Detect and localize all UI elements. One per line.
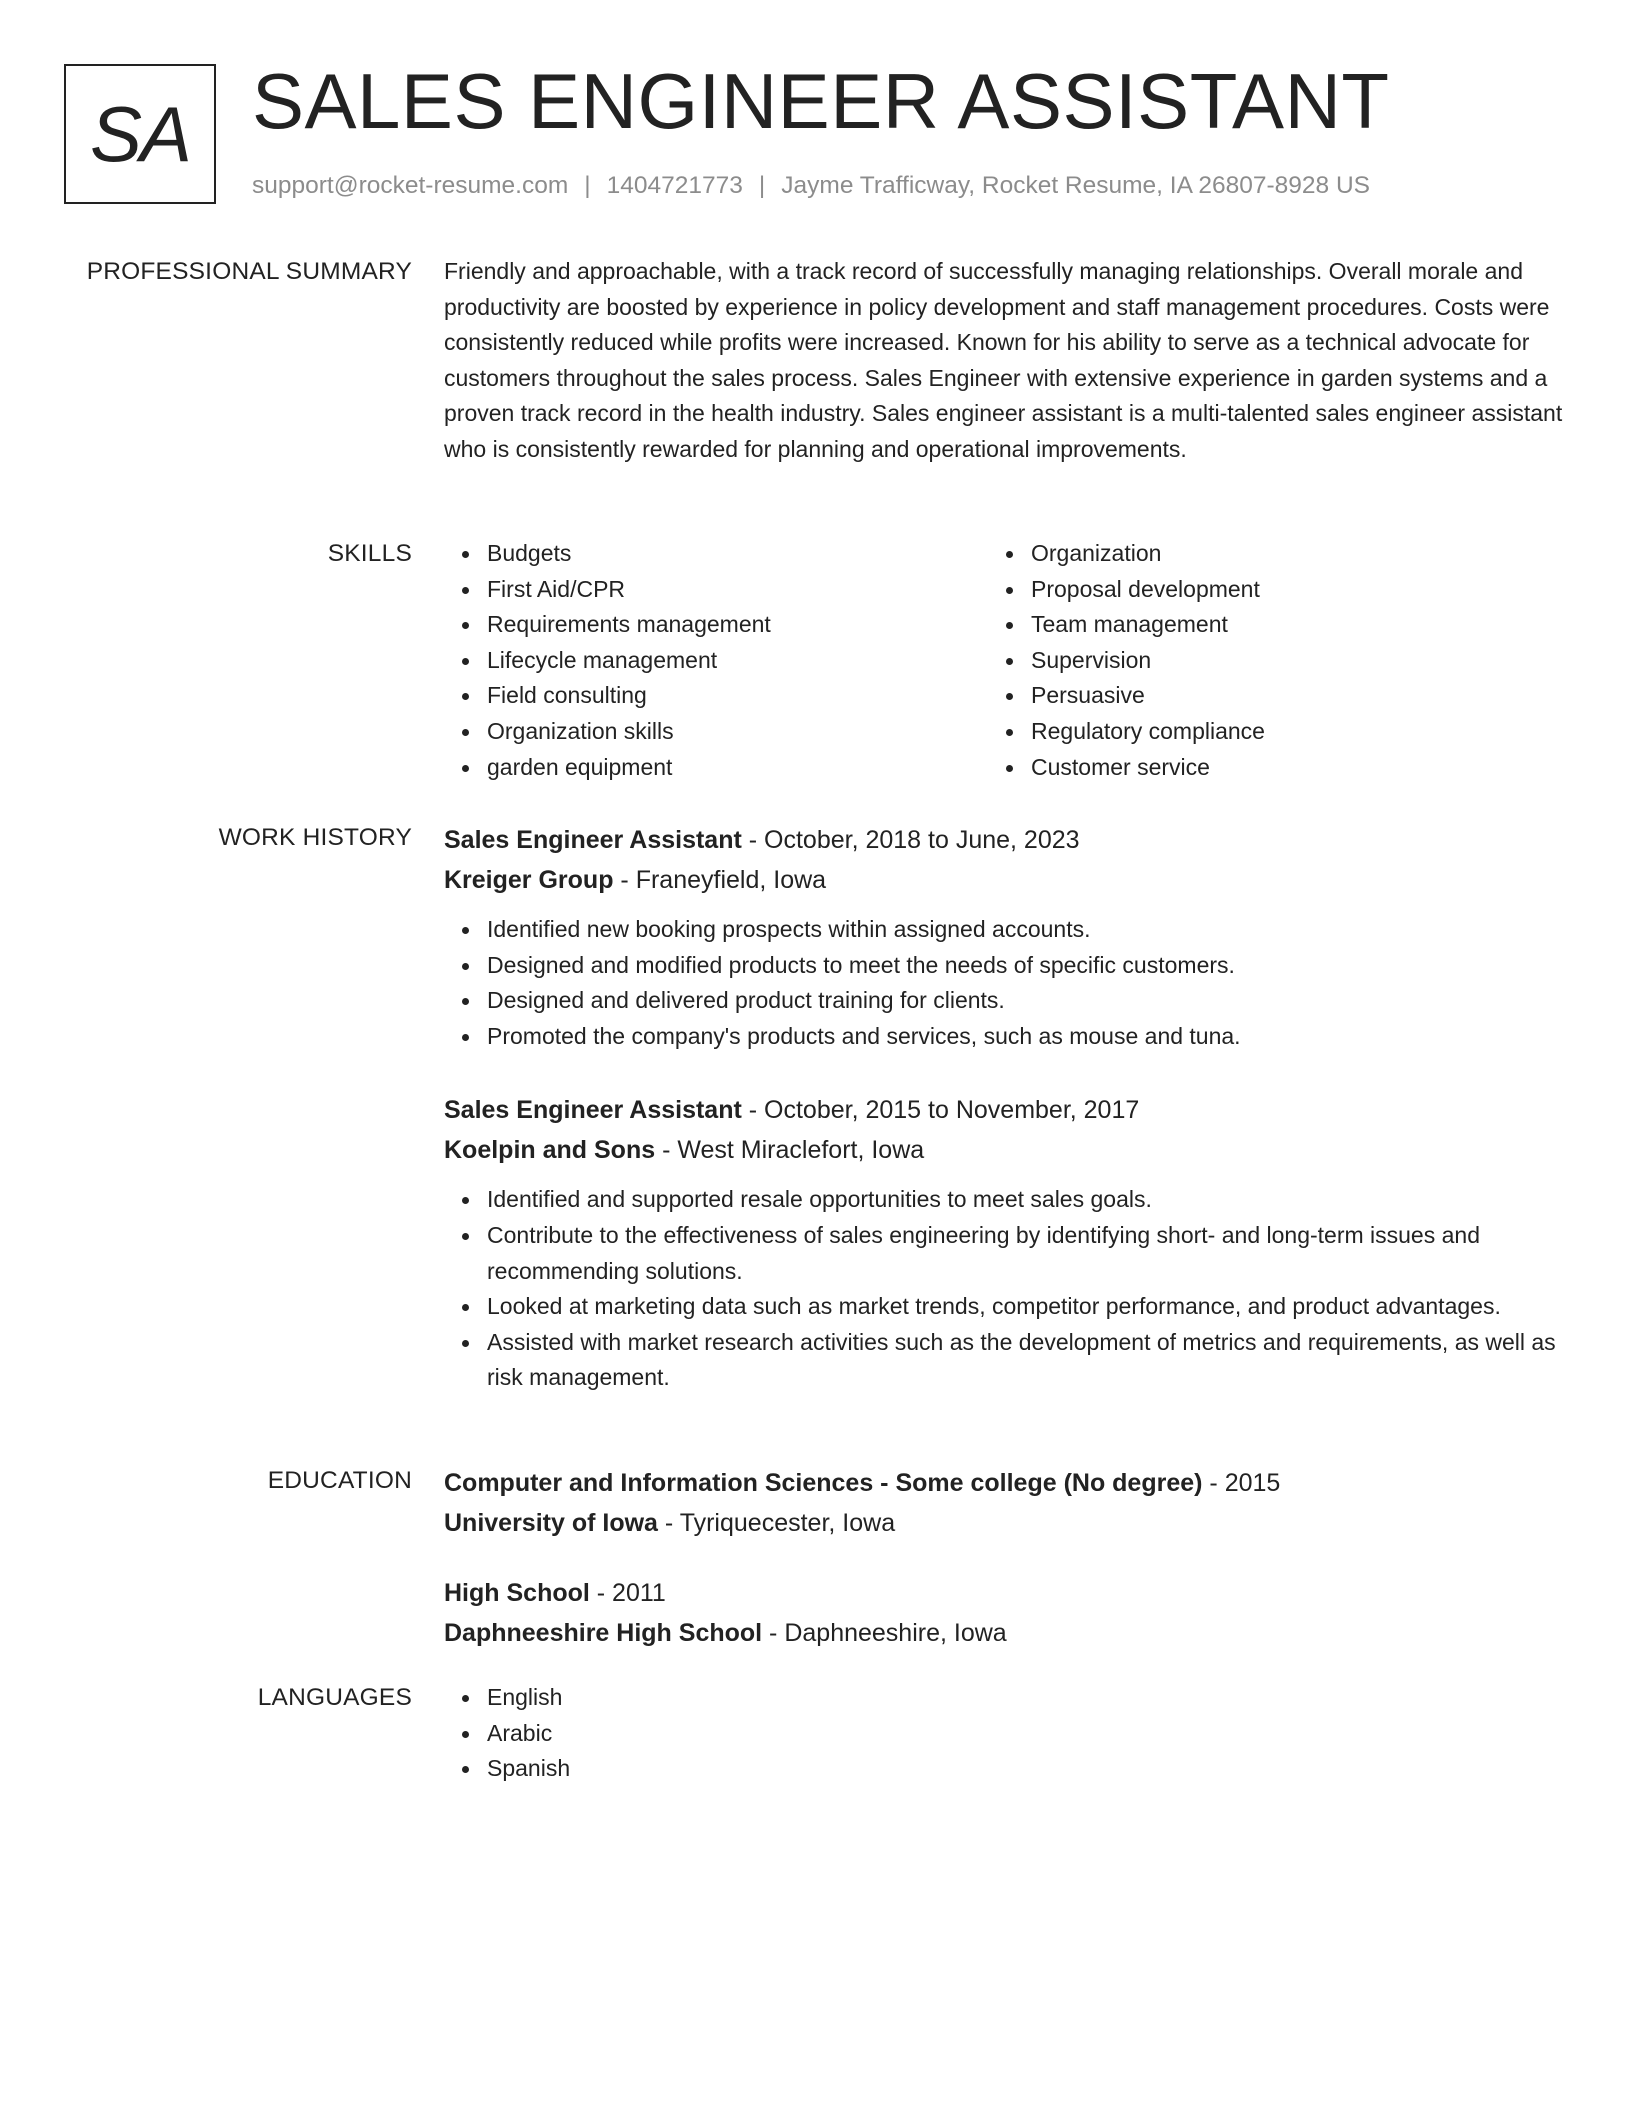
contact-email[interactable]: support@rocket-resume.com [252,172,569,199]
job-title-line [444,1090,1568,1130]
skills-columns [444,536,1568,785]
skill-item: garden equipment [444,750,988,786]
monogram-initials: SA [89,89,191,178]
language-item: Arabic [444,1716,1568,1752]
job-location: - West Miraclefort, Iowa [655,1136,925,1165]
skill-item: Customer service [988,750,1532,786]
education-entry [444,1463,1568,1543]
job-location: - Franeyfield, Iowa [613,866,827,894]
job-company: Koelpin and Sons [444,1136,656,1165]
job-company: Kreiger Group [444,866,614,894]
contact-line [252,172,1370,200]
contact-phone[interactable]: 1404721773 [606,172,743,199]
education-year: - 2015 [1202,1469,1281,1497]
job-dates: - October, 2018 to June, 2023 [741,826,1080,854]
skill-item: Budgets [444,536,988,572]
job-title: Sales Engineer Assistant [444,1096,742,1125]
skill-item: Regulatory compliance [988,714,1532,750]
section-heading-education: EDUCATION [267,1467,412,1494]
contact-address: Jayme Trafficway, Rocket Resume, IA 26807-8928 US [781,172,1371,199]
skill-item: Supervision [988,643,1532,679]
resume-header [64,57,1568,210]
job-employer-line [444,860,1568,900]
education-school-line [444,1503,1568,1543]
language-item: Spanish [444,1751,1568,1787]
job-bullet-list [444,1182,1568,1396]
job-bullet: Designed and delivered product training for clients. [444,983,1568,1019]
skill-item: Team management [988,607,1532,643]
skill-item: First Aid/CPR [444,572,988,608]
education-degree-line [444,1573,1568,1613]
skill-item: Organization skills [444,714,988,750]
job-bullet: Designed and modified products to meet the needs of specific customers. [444,948,1568,984]
education-school: Daphneeshire High School [444,1619,763,1647]
education-degree: Computer and Information Sciences - Some college (No degree) [444,1469,1203,1497]
job-title-line [444,820,1568,860]
contact-separator: | [584,172,591,199]
job-bullet: Identified and supported resale opportunities to meet sales goals. [444,1182,1568,1218]
skills-list-right [988,536,1532,785]
skill-item: Proposal development [988,572,1532,608]
job-title: Sales Engineer Assistant [444,826,742,854]
monogram-box [64,64,216,204]
job-bullet: Promoted the company's products and services, such as mouse and tuna. [444,1019,1568,1055]
job-entry [444,820,1568,1054]
education-school: University of Iowa [444,1509,658,1537]
job-bullet: Identified new booking prospects within assigned accounts. [444,912,1568,948]
skill-item: Field consulting [444,678,988,714]
section-heading-languages: LANGUAGES [257,1684,412,1711]
education-entry [444,1573,1568,1653]
skills-list-left [444,536,988,785]
languages-list [444,1680,1568,1787]
job-bullet-list [444,912,1568,1054]
section-heading-work-history: WORK HISTORY [218,824,412,851]
skill-item: Persuasive [988,678,1532,714]
resume-title: SALES ENGINEER ASSISTANT [252,57,1390,145]
skill-item: Organization [988,536,1532,572]
education-school-line [444,1613,1568,1653]
job-bullet: Assisted with market research activities such as the development of metrics and requirements, as well as risk management. [444,1325,1568,1396]
job-dates: - October, 2015 to November, 2017 [741,1096,1140,1125]
skill-item: Lifecycle management [444,643,988,679]
contact-separator: | [758,172,766,199]
education-year: - 2011 [589,1579,666,1607]
education-degree: High School [444,1579,590,1607]
education-degree-line [444,1463,1568,1503]
language-item: English [444,1680,1568,1716]
job-bullet: Looked at marketing data such as market trends, competitor performance, and product advantages. [444,1289,1568,1325]
education-location: - Tyriquecester, Iowa [657,1509,896,1537]
job-employer-line [444,1130,1568,1170]
section-heading-summary: PROFESSIONAL SUMMARY [86,258,412,285]
skill-item: Requirements management [444,607,988,643]
job-entry [444,1090,1568,1396]
summary-text: Friendly and approachable, with a track record of successfully managing relationships. Overall morale and productivity are boosted by experience in policy development and staff management procedures. Costs were consistently reduced while profits were increased. Known for his ability to serve as a technical advocate for customers throughout the sales process. Sales Engineer with extensive experience in garden systems and a proven track record in the health industry. Sales engineer assistant is a multi-talented sales engineer assistant who is consistently rewarded for planning and operational improvements. [444,258,1563,462]
education-location: - Daphneeshire, Iowa [762,1619,1007,1647]
section-heading-skills: SKILLS [327,540,412,567]
job-bullet: Contribute to the effectiveness of sales engineering by identifying short- and long-term issues and recommending solutions. [444,1218,1568,1289]
